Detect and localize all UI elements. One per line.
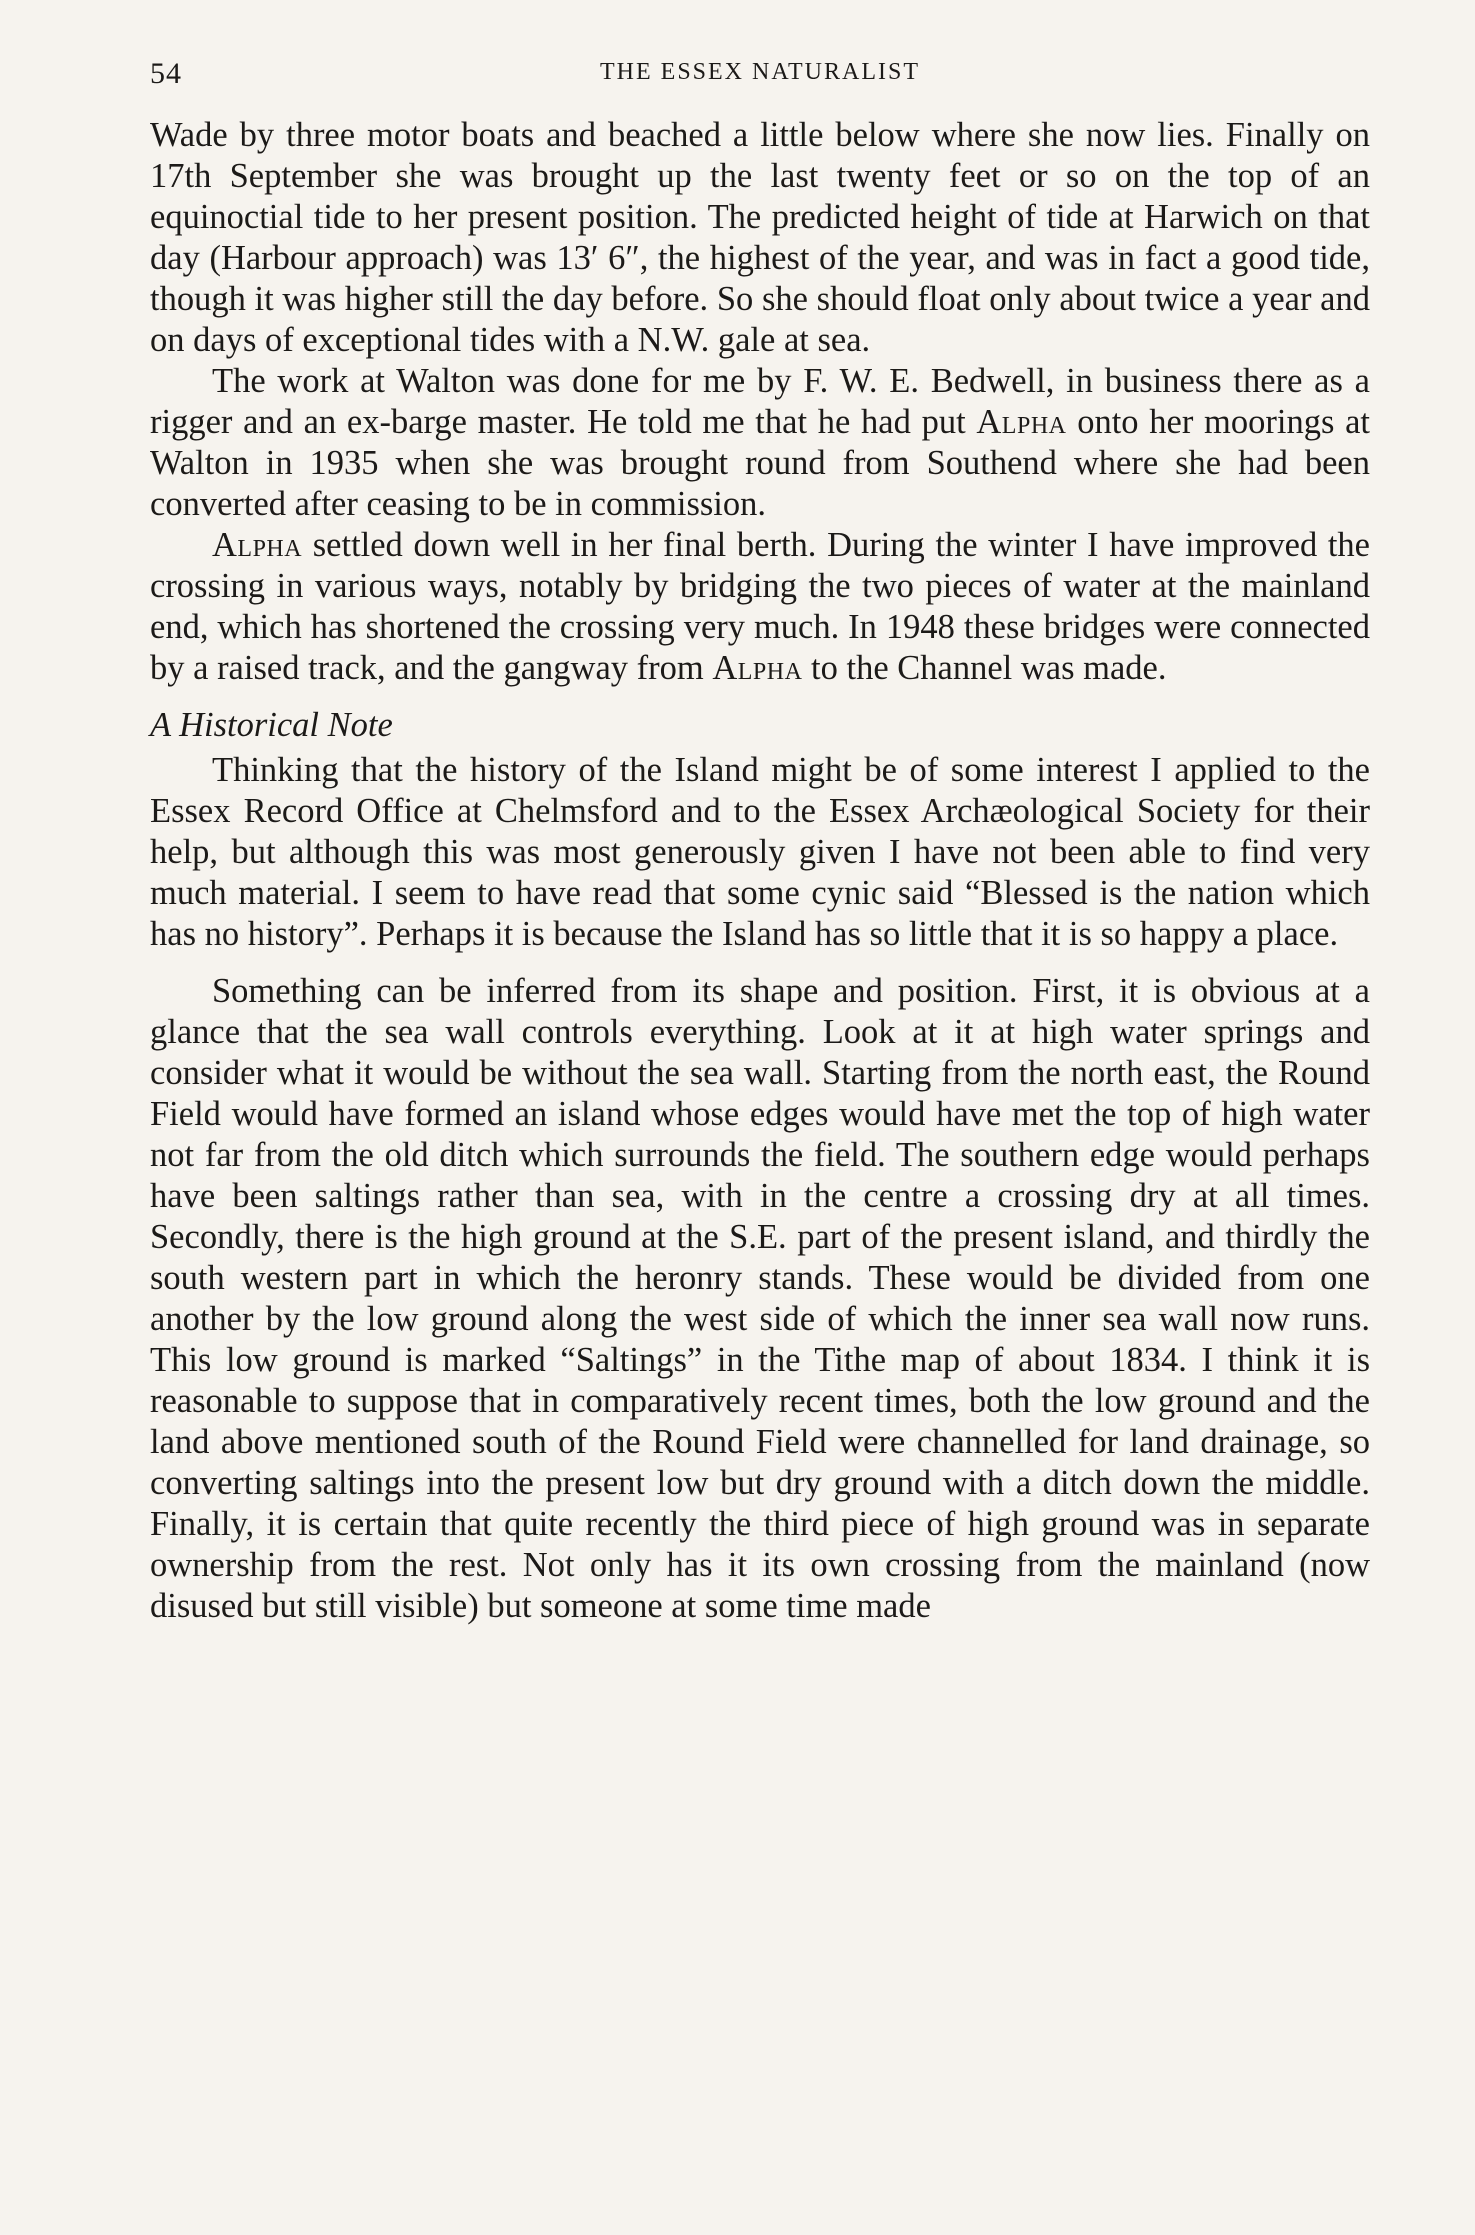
ship-name: Alpha [976,403,1067,441]
text-segment: The work at Walton was done for me by F. W. E. Bedwell, in business there as a rigger and an ex-barge master. He told me that he had put [150,362,1370,441]
ship-name: Alpha [212,526,303,564]
section-heading: A Historical Note [150,706,393,744]
paragraph-walton [150,361,1370,525]
page-number: 54 [150,57,182,90]
journal-title: THE ESSEX NATURALIST [600,59,920,85]
body-text [150,115,1370,1627]
paragraph-history: Thinking that the history of the Island might be of some interest I applied to the Essex Record Office at Chelmsford and to the Essex Archæological Society for their help, but although this was most generously given I have not been able to find very much material. I seem to have read that some cynic said “Blessed is the nation which has no history”. Perhaps it is because the Island has so little that it is so happy a place. [150,751,1370,953]
text-segment: settled down well in her final berth. During the winter I have improved the crossing in various ways, notably by bridging the two pieces of water at the mainland end, which has shortened the crossing very much. In 1948 these bridges were connected by a raised track, and the gangway from [150,526,1370,687]
page [150,55,1370,1627]
ship-name: Alpha [712,649,803,687]
running-head [150,55,1370,95]
paragraph-continued: Wade by three motor boats and beached a little below where she now lies. Finally on 17th September she was brought up the last twenty feet or so on the top of an equinoctial tide to her present position. The predicted height of tide at Harwich on that day (Harbour approach) was 13′ 6″, the highest of the year, and was in fact a good tide, though it was higher still the day before. So she should float only about twice a year and on days of exceptional tides with a N.W. gale at sea. [150,116,1370,359]
text-segment: onto her moorings at Walton in 1935 when she was brought round from Southend where she had been converted after ceasing to be in commission. [150,403,1370,523]
paragraph-shape: Something can be inferred from its shape and position. First, it is obvious at a glance that the sea wall controls everything. Look at it at high water springs and consider what it would be without the sea wall. Starting from the north east, the Round Field would have formed an island whose edges would have met the top of high water not far from the old ditch which surrounds the field. The southern edge would perhaps have been saltings rather than sea, with in the centre a crossing dry at all times. Secondly, there is the high ground at the S.E. part of the present island, and thirdly the south western part in which the heronry stands. These would be divided from one another by the low ground along the west side of which the inner sea wall now runs. This low ground is marked “Saltings” in the Tithe map of about 1834. I think it is reasonable to suppose that in comparatively recent times, both the low ground and the land above mentioned south of the Round Field were channelled for land drainage, so converting saltings into the present low but dry ground with a ditch down the middle. Finally, it is certain that quite recently the third piece of high ground was in separate ownership from the rest. Not only has it its own crossing from the mainland (now disused but still visible) but someone at some time made [150,972,1370,1625]
paragraph-berth [150,525,1370,689]
text-segment: to the Channel was made. [802,649,1167,687]
